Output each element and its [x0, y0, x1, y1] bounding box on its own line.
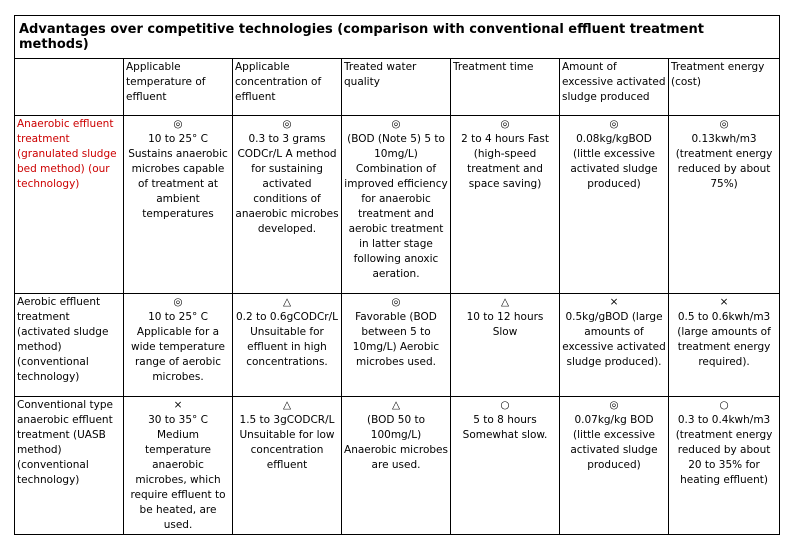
rating-symbol: × [173, 399, 183, 411]
rating-symbol: △ [282, 399, 292, 411]
rating-symbol: ◎ [500, 118, 510, 130]
cell-text: 10 to 25° C Applicable for a wide temperature range of aerobic microbes. [131, 311, 225, 383]
rating-symbol: ◎ [609, 399, 619, 411]
header-cell: Amount of excessive activated sludge produced [560, 59, 669, 116]
table-cell [342, 116, 451, 294]
cell-text: 1.5 to 3gCODCR/L Unsuitable for low concentration effluent [239, 414, 335, 471]
table-cell [233, 397, 342, 535]
rating-symbol: ◎ [391, 296, 401, 308]
header-cell: Applicable concentration of effluent [233, 59, 342, 116]
cell-text: 0.5kg/gBOD (large amounts of excessive activated sludge produced). [562, 311, 666, 368]
cell-text: (BOD 50 to 100mg/L) Anaerobic microbes are used. [344, 414, 448, 471]
rating-symbol: ◎ [173, 118, 183, 130]
cell-text: 0.13kwh/m3 (treatment energy reduced by about 75%) [675, 133, 773, 190]
rating-symbol: ◎ [719, 118, 729, 130]
comparison-table [14, 15, 780, 535]
table-cell [560, 116, 669, 294]
cell-text: 0.3 to 3 grams CODCr/L A method for sustaining activated conditions of anaerobic microbes developed. [235, 133, 339, 235]
rating-symbol: ◎ [173, 296, 183, 308]
rating-symbol: ◎ [282, 118, 292, 130]
cell-text: 0.5 to 0.6kwh/m3 (large amounts of treatment energy required). [677, 311, 771, 368]
header-cell: Treated water quality [342, 59, 451, 116]
table-cell [669, 294, 780, 397]
table-cell [233, 116, 342, 294]
table-cell [342, 294, 451, 397]
table-cell [233, 294, 342, 397]
cell-text: 5 to 8 hours Somewhat slow. [462, 414, 548, 441]
cell-text: 0.07kg/kg BOD (little excessive activated sludge produced) [570, 414, 658, 471]
table-row [15, 294, 780, 397]
table-cell [669, 116, 780, 294]
cell-text: 30 to 35° C Medium temperature anaerobic microbes, which require effluent to be heated, are used. [130, 414, 226, 531]
rating-symbol: △ [391, 399, 401, 411]
table-cell [124, 397, 233, 535]
header-row [15, 59, 780, 116]
header-cell: Applicable temperature of effluent [124, 59, 233, 116]
rating-symbol: △ [282, 296, 292, 308]
rating-symbol: ◎ [609, 118, 619, 130]
table-cell [560, 397, 669, 535]
rating-symbol: × [719, 296, 729, 308]
cell-text: 10 to 12 hours Slow [466, 311, 544, 338]
table-cell [560, 294, 669, 397]
rating-symbol: × [609, 296, 619, 308]
table-cell [124, 116, 233, 294]
cell-text: (BOD (Note 5) 5 to 10mg/L) Combination of improved efficiency for anaerobic treatment and aerobic treatment in latter stage following anoxic aeration. [344, 133, 448, 280]
header-cell: Treatment time [451, 59, 560, 116]
table-cell [451, 397, 560, 535]
comparison-table-wrapper [14, 15, 779, 529]
rating-symbol: ○ [719, 399, 729, 411]
cell-text: 2 to 4 hours Fast (high-speed treatment and space saving) [461, 133, 549, 190]
row-label: Aerobic effluent treatment (activated sludge method) (conventional technology) [15, 294, 124, 397]
table-row [15, 397, 780, 535]
rating-symbol: ◎ [391, 118, 401, 130]
row-label: Conventional type anaerobic effluent treatment (UASB method) (conventional technology) [15, 397, 124, 535]
table-row [15, 116, 780, 294]
table-cell [124, 294, 233, 397]
header-cell: Treatment energy (cost) [669, 59, 780, 116]
table-title: Advantages over competitive technologies (comparison with conventional effluent treatment methods) [15, 16, 780, 59]
rating-symbol: △ [500, 296, 510, 308]
table-cell [342, 397, 451, 535]
table-cell [451, 116, 560, 294]
header-cell [15, 59, 124, 116]
cell-text: Favorable (BOD between 5 to 10mg/L) Aerobic microbes used. [352, 311, 440, 368]
rating-symbol: ○ [500, 399, 510, 411]
cell-text: 10 to 25° C Sustains anaerobic microbes capable of treatment at ambient temperatures [128, 133, 228, 220]
table-cell [451, 294, 560, 397]
table-cell [669, 397, 780, 535]
cell-text: 0.08kg/kgBOD (little excessive activated sludge produced) [570, 133, 658, 190]
row-label: Anaerobic effluent treatment (granulated sludge bed method) (our technology) [15, 116, 124, 294]
cell-text: 0.3 to 0.4kwh/m3 (treatment energy reduced by about 20 to 35% for heating effluent) [675, 414, 773, 486]
cell-text: 0.2 to 0.6gCODCr/L Unsuitable for effluent in high concentrations. [236, 311, 338, 368]
